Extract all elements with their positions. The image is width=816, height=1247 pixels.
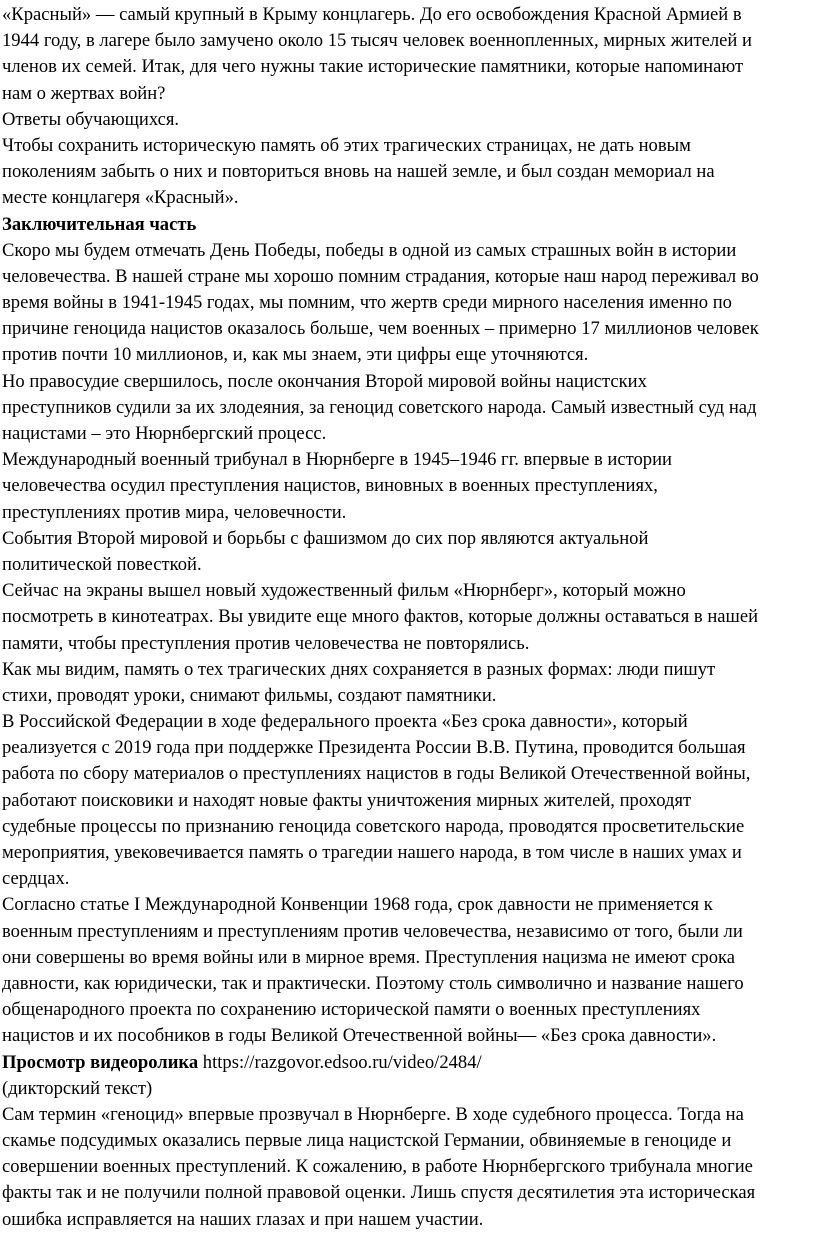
text-line: «Красный» — самый крупный в Крыму концлагерь. До его освобождения Красной Армией в [2,4,742,25]
text-line: человечества. В нашей стране мы хорошо помним страдания, которые наш народ переживал во [2,265,759,287]
text-line: человечества осудил преступления нацистов, виновных в военных преступлениях, [2,475,658,497]
text-line: политической повесткой. [2,553,202,575]
text-line: членов их семей. Итак, для чего нужны такие исторические памятники, которые напоминают [2,56,744,78]
text-line: Международный военный трибунал в Нюрнберге в 1945–1946 гг. впервые в истории [2,449,672,471]
text-line: давности, как юридически, так и практически. Поэтому столь символично и название нашего [2,972,744,994]
text-line: нацистами – это Нюрнбергский процесс. [2,423,327,444]
text-line: преступлениях против мира, человечности. [2,501,347,523]
video-link[interactable]: https://razgovor.edsoo.ru/video/2484/ [198,1051,482,1073]
text-line: работа по сбору материалов о преступлениях нацистов в годы Великой Отечественной войны, [2,763,751,785]
text-line: они совершены во время войны или в мирное время. Преступления нацизма не имеют срока [2,946,736,968]
text-line: Сейчас на экраны вышел новый художественный фильм «Нюрнберг», который можно [2,580,686,602]
text-line: сердцах. [2,868,70,890]
text-line: Согласно статье I Международной Конвенции 1968 года, срок давности не применяется к [2,894,713,916]
text-line: Скоро мы будем отмечать День Победы, победы в одной из самых страшных войн в истории [2,239,737,261]
section-heading-text: Заключительная часть [2,213,197,235]
text-line: 1944 году, в лагере было замучено около 15 тысяч человек военнопленных, мирных жителей и [2,30,752,52]
text-line: военным преступлениям и преступлениям против человечества, независимо от того, были ли [2,920,743,942]
video-line [0,1050,816,1076]
text-line: (дикторский текст) [2,1077,153,1099]
text-line: Как мы видим, память о тех трагических днях сохраняется в разных формах: люди пишут [2,658,716,680]
text-line: Сам термин «геноцид» впервые прозвучал в Нюрнберге. В ходе судебного процесса. Тогда на [2,1103,744,1125]
text-line: против почти 10 миллионов, и, как мы знаем, эти цифры еще уточняются. [2,344,589,366]
text-line: причине геноцида нацистов оказалось больше, чем военных – примерно 17 миллионов человек [2,318,759,340]
text-line: нацистов и их пособников в годы Великой Отечественной войны— «Без срока давности». [2,1025,717,1047]
text-line: В Российской Федерации в ходе федерального проекта «Без срока давности», который [2,711,688,733]
text-line: мероприятия, увековечивается память о трагедии нашего народа, в том числе в наших умах и [2,842,742,863]
text-line: посмотреть в кинотеатрах. Вы увидите еще много фактов, которые должны оставаться в нашей [2,606,759,628]
text-line: работают поисковики и находят новые факты уничтожения мирных жителей, проходят [2,789,692,811]
text-line: нам о жертвах войн? [2,82,166,104]
text-line: Но правосудие свершилось, после окончания Второй мировой войны нацистских [2,370,647,392]
text-line: стихи, проводят уроки, снимают фильмы, создают памятники. [2,684,497,706]
text-line: События Второй мировой и борьбы с фашизмом до сих пор являются актуальной [2,527,649,549]
text-line: поколениям забыть о них и повториться вновь на нашей земле, и был создан мемориал на [2,161,715,183]
text-line: реализуется с 2019 года при поддержке Президента России В.В. Путина, проводится большая [2,737,746,759]
text-line: общенародного проекта по сохранению исторической памяти о военных преступлениях [2,999,701,1021]
text-line: скамье подсудимых оказались первые лица нацистской Германии, обвиняемые в геноциде и [2,1130,732,1152]
text-line: ошибка исправляется на наших глазах и при нашем участии. [2,1208,484,1230]
text-line: совершении военных преступлений. К сожалению, в работе Нюрнбергского трибунала многие [2,1156,753,1178]
text-line: судебные процессы по признанию геноцида советского народа, проводятся просветительские [2,815,745,837]
video-heading: Просмотр видеоролика [2,1051,199,1073]
text-line: факты так и не получили полной правовой оценки. Лишь спустя десятилетия эта историческая [2,1182,756,1204]
text-line: время войны в 1941-1945 годах, мы помним, что жертв среди мирного населения именно по [2,292,732,314]
text-line: Чтобы сохранить историческую память об этих трагических страницах, не дать новым [2,134,691,156]
text-line: памяти, чтобы преступления против человечества не повторялись. [2,632,530,654]
text-line: месте концлагеря «Красный». [2,187,239,209]
text-line: Ответы обучающихся. [2,108,180,130]
text-line: преступников судили за их злодеяния, за геноцид советского народа. Самый известный суд над [2,396,757,418]
section-heading-conclusion [0,212,816,238]
